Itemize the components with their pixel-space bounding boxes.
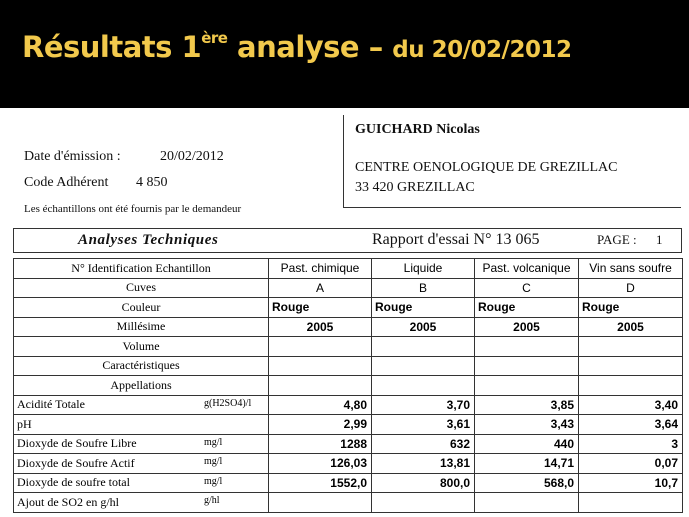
id-label: N° Identification Echantillon bbox=[14, 259, 269, 279]
measure-value: 3 bbox=[579, 434, 683, 454]
table-row bbox=[14, 337, 683, 357]
title-rest: analyse – bbox=[227, 30, 393, 64]
table-row bbox=[14, 454, 683, 474]
date-value: 20/02/2012 bbox=[160, 149, 224, 164]
cuve-value: A bbox=[269, 278, 372, 298]
measure-value: 568,0 bbox=[475, 473, 579, 493]
measure-value: 126,03 bbox=[269, 454, 372, 474]
empty-cell bbox=[579, 337, 683, 357]
millesime-value: 2005 bbox=[579, 317, 683, 337]
sample-name: Vin sans soufre bbox=[579, 259, 683, 279]
table-row bbox=[14, 473, 683, 493]
table-row bbox=[14, 317, 683, 337]
recipient-line2: 33 420 GREZILLAC bbox=[355, 180, 475, 195]
measure-label bbox=[14, 493, 269, 513]
measure-label bbox=[14, 454, 269, 474]
measure-value: 10,7 bbox=[579, 473, 683, 493]
title-superscript: ère bbox=[201, 29, 228, 48]
empty-cell bbox=[372, 356, 475, 376]
measure-value: 4,80 bbox=[269, 395, 372, 415]
table-row bbox=[14, 356, 683, 376]
measure-unit: g/hl bbox=[204, 495, 220, 506]
sample-name: Past. chimique bbox=[269, 259, 372, 279]
measure-name: Acidité Totale bbox=[17, 397, 85, 412]
title-main: Résultats 1 bbox=[22, 30, 202, 64]
measure-value: 2,99 bbox=[269, 415, 372, 435]
measure-name: Dioxyde de Soufre Actif bbox=[17, 455, 135, 470]
section-title: Analyses Techniques bbox=[78, 232, 219, 248]
measure-value: 800,0 bbox=[372, 473, 475, 493]
empty-cell bbox=[269, 337, 372, 357]
table-row bbox=[14, 278, 683, 298]
code-value: 4 850 bbox=[136, 175, 168, 190]
slide-title bbox=[22, 30, 571, 64]
measure-value: 3,70 bbox=[372, 395, 475, 415]
measure-value: 1288 bbox=[269, 434, 372, 454]
empty-cell bbox=[269, 376, 372, 396]
appellations-label: Appellations bbox=[14, 376, 269, 396]
empty-cell bbox=[372, 337, 475, 357]
results-table bbox=[13, 258, 683, 513]
measure-unit: mg/l bbox=[204, 475, 223, 487]
couleur-value: Rouge bbox=[269, 298, 372, 318]
measure-label bbox=[14, 473, 269, 493]
measure-value: 1552,0 bbox=[269, 473, 372, 493]
measure-value bbox=[269, 493, 372, 513]
measure-value bbox=[372, 493, 475, 513]
couleur-label: Couleur bbox=[14, 298, 269, 318]
cuve-value: D bbox=[579, 278, 683, 298]
measure-value bbox=[579, 493, 683, 513]
measure-name: Dioxyde de soufre total bbox=[17, 475, 130, 490]
table-row bbox=[14, 415, 683, 435]
measure-label bbox=[14, 395, 269, 415]
measure-value: 0,07 bbox=[579, 454, 683, 474]
millesime-label: Millésime bbox=[14, 317, 269, 337]
millesime-value: 2005 bbox=[475, 317, 579, 337]
measure-unit: mg/l bbox=[204, 456, 223, 467]
title-date: du 20/02/2012 bbox=[392, 37, 572, 63]
table-row bbox=[14, 395, 683, 415]
sample-name: Past. volcanique bbox=[475, 259, 579, 279]
millesime-value: 2005 bbox=[372, 317, 475, 337]
measure-name: pH bbox=[17, 416, 32, 431]
recipient-line1: CENTRE OENOLOGIQUE DE GREZILLAC bbox=[355, 160, 618, 175]
measure-unit: mg/l bbox=[204, 436, 223, 448]
measure-value: 3,85 bbox=[475, 395, 579, 415]
measure-value bbox=[475, 493, 579, 513]
table-row bbox=[14, 259, 683, 279]
cuve-value: B bbox=[372, 278, 475, 298]
empty-cell bbox=[475, 376, 579, 396]
empty-cell bbox=[475, 337, 579, 357]
measure-value: 14,71 bbox=[475, 454, 579, 474]
table-row bbox=[14, 298, 683, 318]
empty-cell bbox=[475, 356, 579, 376]
measure-value: 3,43 bbox=[475, 415, 579, 435]
measure-label bbox=[14, 415, 269, 435]
measure-name: Ajout de SO2 en g/hl bbox=[17, 494, 119, 509]
empty-cell bbox=[579, 376, 683, 396]
measure-value: 440 bbox=[475, 434, 579, 454]
millesime-value: 2005 bbox=[269, 317, 372, 337]
page-label: PAGE : bbox=[597, 232, 637, 247]
volume-label: Volume bbox=[14, 337, 269, 357]
table-row bbox=[14, 376, 683, 396]
measure-label bbox=[14, 434, 269, 454]
couleur-value: Rouge bbox=[579, 298, 683, 318]
caracteristiques-label: Caractéristiques bbox=[14, 356, 269, 376]
measure-value: 3,40 bbox=[579, 395, 683, 415]
code-label: Code Adhérent bbox=[24, 175, 109, 190]
empty-cell bbox=[579, 356, 683, 376]
report-number: Rapport d'essai N° 13 065 bbox=[372, 231, 540, 248]
cuve-value: C bbox=[475, 278, 579, 298]
measure-value: 3,61 bbox=[372, 415, 475, 435]
cuves-label: Cuves bbox=[14, 278, 269, 298]
samples-note: Les échantillons ont été fournis par le demandeur bbox=[24, 203, 242, 215]
sample-name: Liquide bbox=[372, 259, 475, 279]
measure-name: Dioxyde de Soufre Libre bbox=[17, 436, 137, 451]
measure-value: 632 bbox=[372, 434, 475, 454]
empty-cell bbox=[372, 376, 475, 396]
measure-value: 3,64 bbox=[579, 415, 683, 435]
date-label: Date d'émission : bbox=[24, 149, 121, 164]
recipient-name: GUICHARD Nicolas bbox=[355, 122, 480, 137]
measure-unit: g(H2SO4)/l bbox=[204, 397, 252, 409]
table-row bbox=[14, 434, 683, 454]
title-bar bbox=[0, 0, 689, 108]
couleur-value: Rouge bbox=[372, 298, 475, 318]
couleur-value: Rouge bbox=[475, 298, 579, 318]
measure-value: 13,81 bbox=[372, 454, 475, 474]
empty-cell bbox=[269, 356, 372, 376]
page-value: 1 bbox=[656, 232, 663, 247]
table-row bbox=[14, 493, 683, 513]
